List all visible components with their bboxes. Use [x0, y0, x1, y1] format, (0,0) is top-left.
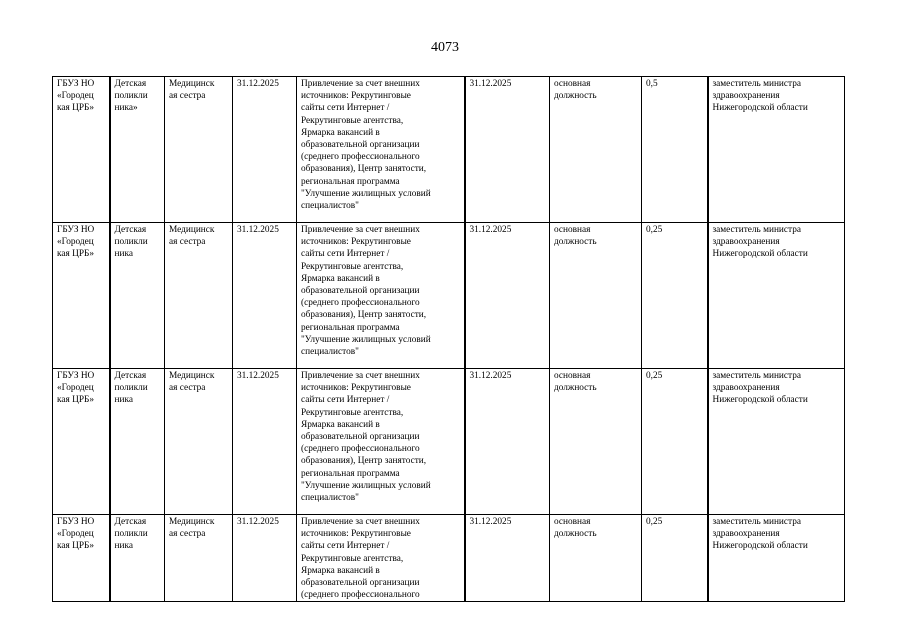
table-row — [53, 77, 845, 223]
table-row — [53, 515, 845, 602]
cell-date: 31.12.2025 — [233, 515, 297, 602]
cell-deadline: 31.12.2025 — [465, 369, 550, 515]
cell-rate: 0,25 — [642, 223, 708, 369]
cell-rate: 0,25 — [642, 369, 708, 515]
cell-rate: 0,5 — [642, 77, 708, 223]
cell-deadline: 31.12.2025 — [465, 515, 550, 602]
cell-position: Медицинск ая сестра — [165, 223, 233, 369]
page-number: 4073 — [431, 40, 459, 55]
staffing-table — [52, 76, 845, 602]
cell-organization: ГБУЗ НО «Городец кая ЦРБ» — [53, 515, 110, 602]
cell-position: Медицинск ая сестра — [165, 515, 233, 602]
cell-responsible: заместитель министра здравоохранения Нижегородской области — [708, 369, 845, 515]
cell-date: 31.12.2025 — [233, 369, 297, 515]
cell-measure: Привлечение за счет внешних источников: Рекрутинговые сайты сети Интернет / Рекрутинговые агентства, Ярмарка вакансий в образовательной организации (среднего профессионального образования), Центр занятости, региональная программа "Улучшение жилищных условий специалистов" — [297, 223, 465, 369]
cell-unit: Детская поликли ника — [110, 223, 165, 369]
cell-organization: ГБУЗ НО «Городец кая ЦРБ» — [53, 77, 110, 223]
cell-date: 31.12.2025 — [233, 223, 297, 369]
cell-measure: Привлечение за счет внешних источников: Рекрутинговые сайты сети Интернет / Рекрутинговые агентства, Ярмарка вакансий в образовательной организации (среднего профессионального образования), Центр занятости, региональная программа "Улучшение жилищных условий специалистов" — [297, 77, 465, 223]
table-row — [53, 223, 845, 369]
cell-measure: Привлечение за счет внешних источников: Рекрутинговые сайты сети Интернет / Рекрутинговые агентства, Ярмарка вакансий в образовательной организации (среднего профессионального образования), Центр занятости, региональная программа "Улучшение жилищных условий специалистов" — [297, 369, 465, 515]
cell-unit: Детская поликли ника» — [110, 77, 165, 223]
cell-organization: ГБУЗ НО «Городец кая ЦРБ» — [53, 223, 110, 369]
cell-unit: Детская поликли ника — [110, 369, 165, 515]
cell-organization: ГБУЗ НО «Городец кая ЦРБ» — [53, 369, 110, 515]
cell-employment-type: основная должность — [550, 223, 642, 369]
cell-position: Медицинск ая сестра — [165, 77, 233, 223]
cell-rate: 0,25 — [642, 515, 708, 602]
cell-responsible: заместитель министра здравоохранения Нижегородской области — [708, 77, 845, 223]
cell-employment-type: основная должность — [550, 77, 642, 223]
table-row — [53, 369, 845, 515]
cell-employment-type: основная должность — [550, 369, 642, 515]
cell-deadline: 31.12.2025 — [465, 223, 550, 369]
cell-employment-type: основная должность — [550, 515, 642, 602]
cell-responsible: заместитель министра здравоохранения Нижегородской области — [708, 515, 845, 602]
cell-date: 31.12.2025 — [233, 77, 297, 223]
cell-unit: Детская поликли ника — [110, 515, 165, 602]
cell-responsible: заместитель министра здравоохранения Нижегородской области — [708, 223, 845, 369]
cell-measure: Привлечение за счет внешних источников: Рекрутинговые сайты сети Интернет / Рекрутинговые агентства, Ярмарка вакансий в образовательной организации (среднего профессионального — [297, 515, 465, 602]
cell-deadline: 31.12.2025 — [465, 77, 550, 223]
cell-position: Медицинск ая сестра — [165, 369, 233, 515]
